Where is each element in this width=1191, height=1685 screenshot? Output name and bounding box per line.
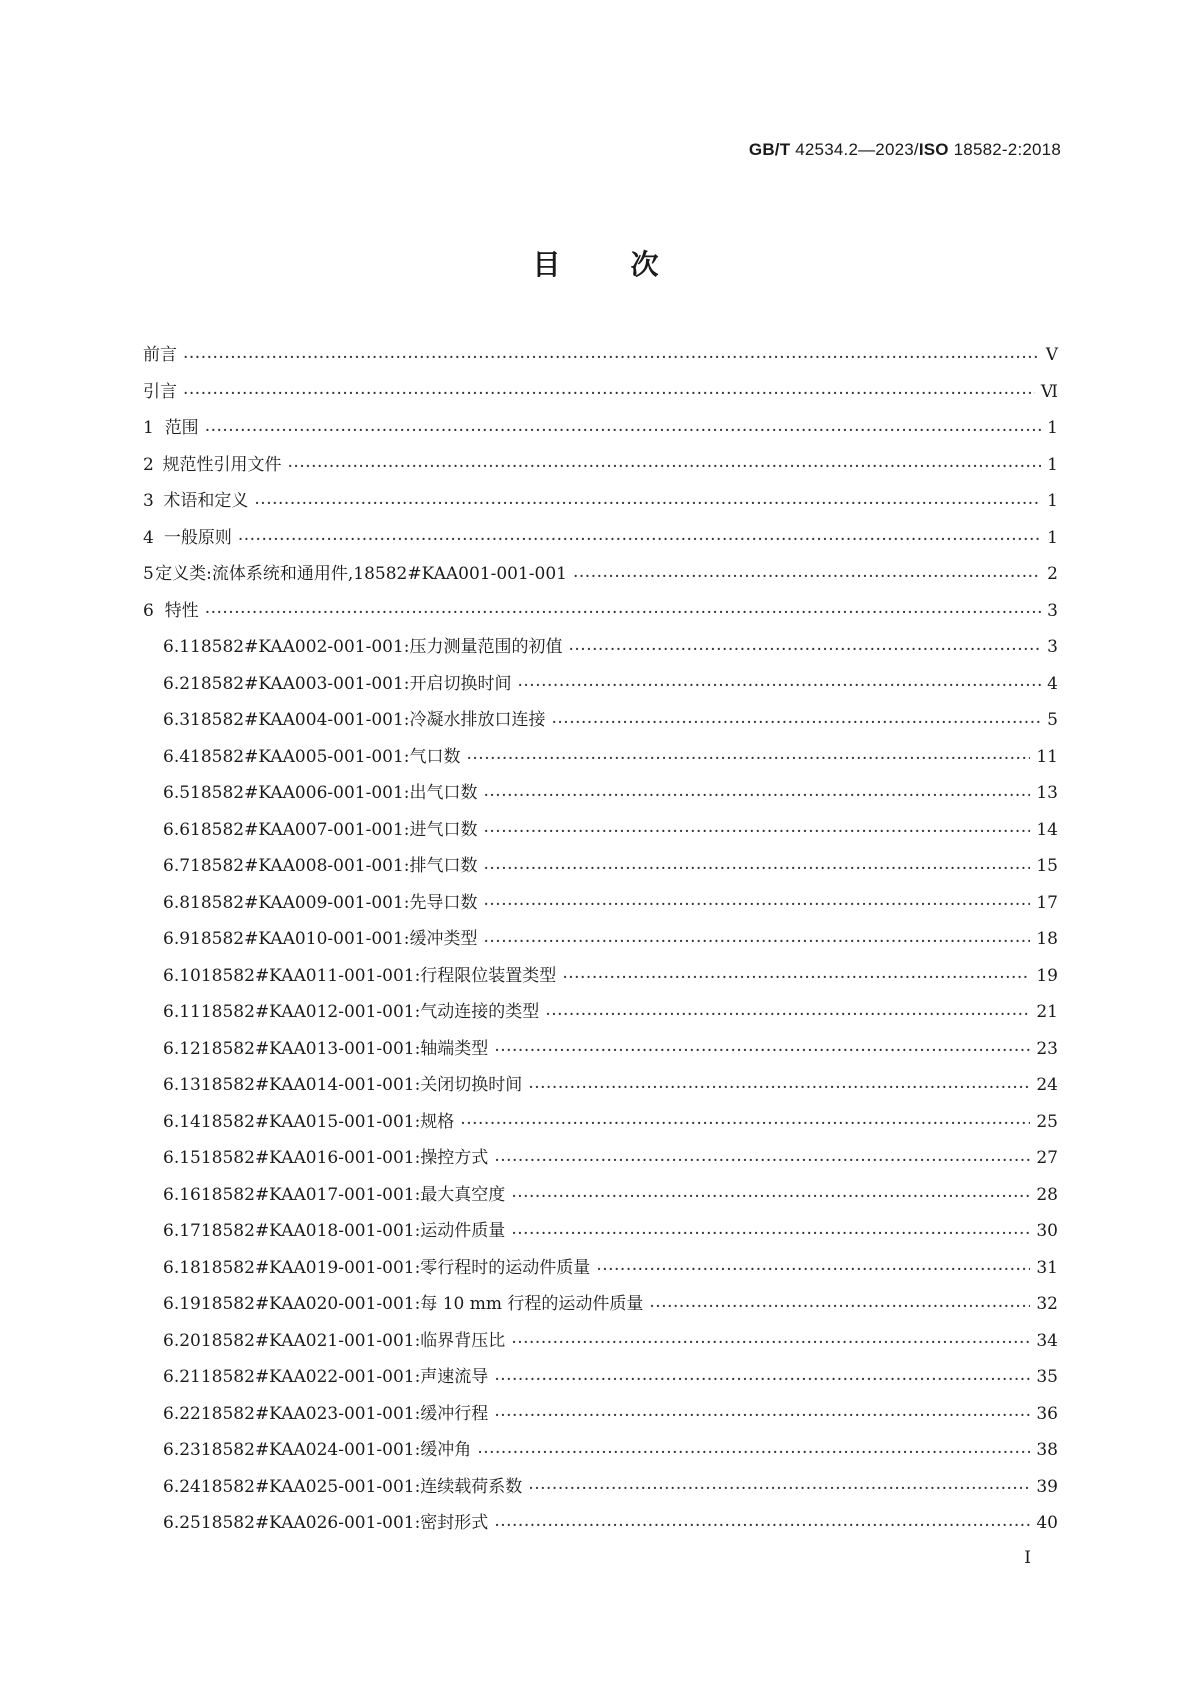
toc-entry-title: 一般原则 [163, 527, 232, 548]
toc-entry-title: 18582#KAA018-001-001:运动件质量 [200, 1221, 506, 1241]
toc-entry-page: 18 [1036, 929, 1058, 949]
toc-entry[interactable] [143, 1034, 1058, 1071]
standard-code-header [749, 140, 1061, 160]
toc-entry-title: 18582#KAA008-001-001:排气口数 [190, 856, 478, 876]
toc-leader-dots [460, 1114, 1030, 1134]
toc-entry-title: 18582#KAA012-001-001:气动连接的类型 [200, 1002, 540, 1022]
toc-entry-page: 25 [1036, 1111, 1058, 1132]
toc-entry-page: 5 [1047, 710, 1058, 730]
toc-entry-title: 前言 [143, 345, 177, 365]
toc-leader-dots [518, 676, 1042, 696]
toc-entry-number: 6.5 [163, 783, 191, 803]
toc-entry-number: 6.9 [163, 929, 191, 949]
toc-entry-number: 6.1 [163, 637, 191, 657]
toc-entry-page: 1 [1047, 491, 1058, 511]
toc-entry-number: 6.20 [163, 1330, 201, 1351]
toc-leader-dots [562, 968, 1030, 988]
toc-entry[interactable] [143, 486, 1058, 523]
toc-leader-dots [573, 567, 1041, 587]
toc-entry[interactable] [143, 559, 1058, 596]
toc-entry-number: 6.14 [163, 1111, 201, 1132]
toc-entry-title: 18582#KAA017-001-001:最大真空度 [200, 1184, 506, 1205]
toc-entry-page: 34 [1036, 1330, 1058, 1351]
toc-entry-title: 18582#KAA011-001-001:行程限位装置类型 [200, 965, 557, 986]
toc-entry-number: 3 [143, 491, 154, 511]
toc-entry-number: 6.2 [163, 673, 191, 694]
toc-entry-title: 18582#KAA007-001-001:进气口数 [190, 819, 478, 840]
iso-prefix: ISO [918, 140, 949, 159]
toc-entry-page: 40 [1036, 1513, 1058, 1533]
toc-entry[interactable] [143, 815, 1058, 852]
toc-entry-number: 2 [143, 454, 154, 475]
toc-entry-page: 14 [1036, 819, 1058, 840]
toc-entry-title: 18582#KAA006-001-001:出气口数 [190, 783, 478, 803]
page-number: Ⅰ [1024, 1548, 1031, 1568]
toc-entry-number: 6.22 [163, 1403, 201, 1424]
toc-entry-page: 32 [1036, 1294, 1058, 1314]
toc-entry-number: 6 [143, 600, 154, 621]
toc-entry-title: 18582#KAA002-001-001:压力测量范围的初值 [190, 637, 563, 657]
toc-entry[interactable] [143, 924, 1058, 961]
toc-entry-number: 6.18 [163, 1257, 201, 1278]
toc-entry-page: 1 [1047, 454, 1058, 475]
toc-leader-dots [511, 1187, 1030, 1207]
toc-entry[interactable] [143, 1107, 1058, 1144]
toc-entry[interactable] [143, 1326, 1058, 1363]
toc-entry-page: Ⅴ [1045, 345, 1058, 365]
toc-entry[interactable] [143, 1180, 1058, 1217]
toc-entry-title: 18582#KAA009-001-001:先导口数 [190, 892, 478, 913]
toc-leader-dots [511, 1224, 1030, 1244]
toc-entry-title: 18582#KAA019-001-001:零行程时的运动件质量 [200, 1257, 591, 1278]
toc-entry-page: 36 [1036, 1403, 1058, 1424]
toc-entry-page: Ⅵ [1040, 381, 1058, 402]
toc-entry[interactable] [143, 413, 1058, 450]
toc-leader-dots [528, 1479, 1030, 1499]
toc-entry-page: 11 [1036, 746, 1058, 767]
toc-entry-page: 3 [1047, 600, 1058, 621]
toc-entry-page: 30 [1036, 1221, 1058, 1241]
toc-leader-dots [649, 1297, 1030, 1317]
toc-entry-number: 6.4 [163, 746, 191, 767]
toc-leader-dots [528, 1078, 1030, 1098]
toc-entry[interactable] [143, 888, 1058, 925]
toc-entry[interactable] [143, 1143, 1058, 1180]
toc-leader-dots [545, 1005, 1030, 1025]
toc-leader-dots [288, 457, 1042, 477]
toc-entry-number: 6.23 [163, 1440, 201, 1460]
toc-entry[interactable] [143, 1070, 1058, 1107]
toc-entry-title: 18582#KAA016-001-001:操控方式 [200, 1148, 489, 1168]
toc-entry-page: 35 [1036, 1367, 1058, 1387]
toc-entry[interactable] [143, 961, 1058, 998]
toc-leader-dots [205, 603, 1041, 623]
toc-entry-page: 2 [1047, 564, 1058, 584]
toc-leader-dots [254, 494, 1041, 514]
toc-entry[interactable] [143, 705, 1058, 742]
toc-entry-page: 1 [1047, 527, 1058, 548]
toc-entry-title: 引言 [143, 381, 177, 402]
toc-entry-title: 18582#KAA014-001-001:关闭切换时间 [200, 1075, 523, 1095]
toc-entry-number: 1 [143, 418, 154, 438]
toc-entry[interactable] [143, 778, 1058, 815]
toc-entry[interactable] [143, 1508, 1058, 1545]
toc-leader-dots [569, 640, 1042, 660]
toc-entry-title: 特性 [164, 600, 199, 621]
toc-entry-title: 18582#KAA025-001-001:连续载荷系数 [200, 1476, 523, 1497]
toc-leader-dots [494, 1516, 1030, 1536]
toc-leader-dots [552, 713, 1042, 733]
toc-entry[interactable] [143, 596, 1058, 633]
toc-entry-number: 6.19 [163, 1294, 201, 1314]
toc-entry-title: 规范性引用文件 [162, 454, 282, 475]
toc-entry-title: 18582#KAA022-001-001:声速流导 [200, 1367, 489, 1387]
toc-entry-title: 18582#KAA021-001-001:临界背压比 [200, 1330, 506, 1351]
toc-entry-page: 15 [1036, 856, 1058, 876]
gbt-prefix: GB/T [748, 140, 791, 159]
toc-leader-dots [484, 822, 1031, 842]
toc-entry-title: 范围 [164, 418, 199, 438]
toc-entry[interactable] [143, 1253, 1058, 1290]
toc-entry[interactable] [143, 450, 1058, 487]
toc-entry-number: 6.10 [163, 965, 201, 986]
toc-entry-page: 39 [1036, 1476, 1058, 1497]
toc-entry[interactable] [143, 851, 1058, 888]
toc-entry-number: 6.8 [163, 892, 191, 913]
toc-entry-number: 5 [143, 564, 154, 584]
page-title: 目次 [532, 248, 729, 281]
toc-entry-number: 6.12 [163, 1038, 201, 1059]
toc-entry-title: 18582#KAA005-001-001:气口数 [190, 746, 461, 767]
toc-entry-page: 21 [1036, 1002, 1058, 1022]
toc-entry-number: 6.6 [163, 819, 191, 840]
toc-entry[interactable] [143, 377, 1058, 414]
toc-entry-page: 19 [1036, 965, 1058, 986]
toc-entry[interactable] [143, 669, 1058, 706]
toc-leader-dots [484, 786, 1031, 806]
toc-leader-dots [205, 421, 1041, 441]
toc-entry[interactable] [143, 1472, 1058, 1509]
toc-entry[interactable] [143, 340, 1058, 377]
toc-entry[interactable] [143, 1216, 1058, 1253]
toc-entry-page: 31 [1036, 1257, 1058, 1278]
toc-entry-number: 6.25 [163, 1513, 201, 1533]
toc-leader-dots [467, 749, 1031, 769]
table-of-contents [143, 340, 1058, 1545]
toc-leader-dots [596, 1260, 1030, 1280]
gbt-number: 42534.2—2023/ [790, 140, 919, 159]
toc-entry-number: 4 [143, 527, 154, 548]
toc-leader-dots [484, 895, 1031, 915]
toc-entry-page: 17 [1036, 892, 1058, 913]
toc-entry-number: 6.24 [163, 1476, 201, 1497]
toc-entry-number: 6.21 [163, 1367, 201, 1387]
toc-entry-title: 18582#KAA024-001-001:缓冲角 [200, 1440, 472, 1460]
toc-leader-dots [494, 1406, 1030, 1426]
toc-leader-dots [477, 1443, 1030, 1463]
toc-entry-number: 6.3 [163, 710, 191, 730]
toc-entry[interactable] [143, 632, 1058, 669]
toc-leader-dots [183, 384, 1035, 404]
iso-number: 18582-2:2018 [948, 140, 1061, 159]
toc-entry-number: 6.16 [163, 1184, 201, 1205]
toc-entry[interactable] [143, 1289, 1058, 1326]
toc-leader-dots [511, 1333, 1030, 1353]
toc-entry-page: 24 [1036, 1075, 1058, 1095]
toc-entry[interactable] [143, 742, 1058, 779]
toc-leader-dots [494, 1151, 1030, 1171]
toc-entry-title: 18582#KAA026-001-001:密封形式 [200, 1513, 489, 1533]
toc-entry-page: 1 [1047, 418, 1058, 438]
toc-leader-dots [484, 859, 1031, 879]
toc-entry[interactable] [143, 1362, 1058, 1399]
toc-entry-title: 术语和定义 [163, 491, 249, 511]
toc-leader-dots [484, 932, 1031, 952]
toc-entry-number: 6.15 [163, 1148, 201, 1168]
toc-entry[interactable] [143, 523, 1058, 560]
toc-entry-title: 18582#KAA013-001-001:轴端类型 [200, 1038, 489, 1059]
toc-leader-dots [494, 1041, 1030, 1061]
toc-entry[interactable] [143, 1435, 1058, 1472]
toc-entry-title: 定义类:流体系统和通用件,18582#KAA001-001-001 [155, 564, 567, 584]
toc-entry[interactable] [143, 997, 1058, 1034]
toc-entry[interactable] [143, 1399, 1058, 1436]
toc-entry-page: 28 [1036, 1184, 1058, 1205]
toc-entry-title: 18582#KAA003-001-001:开启切换时间 [190, 673, 512, 694]
toc-entry-title: 18582#KAA020-001-001:每 10 mm 行程的运动件质量 [200, 1294, 644, 1314]
toc-entry-number: 6.17 [163, 1221, 201, 1241]
toc-leader-dots [183, 348, 1040, 368]
toc-entry-number: 6.11 [163, 1002, 201, 1022]
toc-leader-dots [494, 1370, 1030, 1390]
toc-entry-page: 3 [1047, 637, 1058, 657]
toc-entry-number: 6.7 [163, 856, 191, 876]
toc-entry-page: 27 [1036, 1148, 1058, 1168]
toc-entry-title: 18582#KAA015-001-001:规格 [200, 1111, 455, 1132]
toc-entry-page: 38 [1036, 1440, 1058, 1460]
toc-entry-page: 23 [1036, 1038, 1058, 1059]
toc-entry-page: 13 [1036, 783, 1058, 803]
toc-leader-dots [238, 530, 1041, 550]
toc-entry-page: 4 [1047, 673, 1058, 694]
toc-entry-title: 18582#KAA004-001-001:冷凝水排放口连接 [190, 710, 546, 730]
toc-entry-number: 6.13 [163, 1075, 201, 1095]
toc-entry-title: 18582#KAA023-001-001:缓冲行程 [200, 1403, 489, 1424]
toc-entry-title: 18582#KAA010-001-001:缓冲类型 [190, 929, 478, 949]
